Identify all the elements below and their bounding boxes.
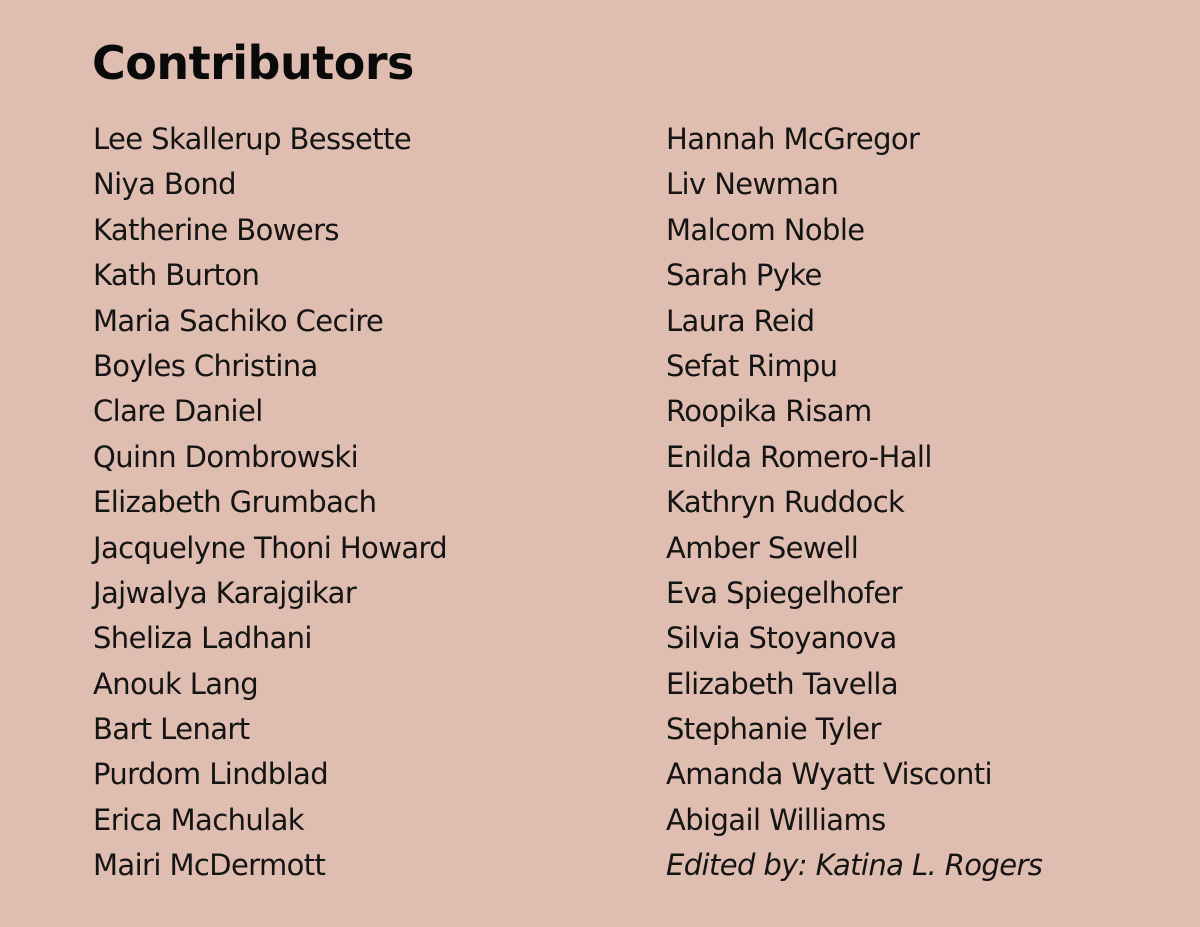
contributor-name: Quinn Dombrowski xyxy=(93,439,359,474)
contributor-name: Maria Sachiko Cecire xyxy=(93,303,384,338)
contributor-name: Sheliza Ladhani xyxy=(93,621,312,656)
contributor-name: Elizabeth Grumbach xyxy=(93,485,377,520)
contributor-name: Elizabeth Tavella xyxy=(666,666,899,701)
page-title: Contributors xyxy=(92,36,414,90)
contributor-name: Erica Machulak xyxy=(93,802,304,837)
contributor-name: Abigail Williams xyxy=(666,802,886,837)
contributor-name: Laura Reid xyxy=(666,303,815,338)
contributor-name: Enilda Romero-Hall xyxy=(666,439,932,474)
contributor-name: Jajwalya Karajgikar xyxy=(93,575,357,610)
contributor-name: Katherine Bowers xyxy=(93,212,339,247)
contributor-name: Malcom Noble xyxy=(666,212,865,247)
contributor-name: Jacquelyne Thoni Howard xyxy=(93,530,448,565)
contributor-name: Purdom Lindblad xyxy=(93,757,329,792)
contributor-name: Kathryn Ruddock xyxy=(666,485,905,520)
contributor-name: Eva Spiegelhofer xyxy=(666,575,902,610)
contributor-name: Amber Sewell xyxy=(666,530,859,565)
contributor-name: Liv Newman xyxy=(666,167,839,202)
contributors-list-right xyxy=(666,117,1186,889)
contributors-list-left xyxy=(93,117,633,889)
contributor-name: Kath Burton xyxy=(93,258,260,293)
contributor-name: Clare Daniel xyxy=(93,394,263,429)
contributor-name: Sefat Rimpu xyxy=(666,348,838,383)
contributor-name: Niya Bond xyxy=(93,167,236,202)
contributor-name: Amanda Wyatt Visconti xyxy=(666,757,992,792)
contributor-name: Mairi McDermott xyxy=(93,848,326,883)
contributor-name: Roopika Risam xyxy=(666,394,872,429)
contributor-name: Hannah McGregor xyxy=(666,122,920,156)
contributor-name: Sarah Pyke xyxy=(666,258,822,293)
contributor-name: Anouk Lang xyxy=(93,666,259,701)
contributor-name: Bart Lenart xyxy=(93,712,250,747)
contributor-name: Boyles Christina xyxy=(93,348,318,383)
contributor-name: Lee Skallerup Bessette xyxy=(93,122,412,156)
contributor-name: Silvia Stoyanova xyxy=(666,621,897,656)
contributor-name: Stephanie Tyler xyxy=(666,712,881,747)
editor-credit: Edited by: Katina L. Rogers xyxy=(666,848,1043,883)
